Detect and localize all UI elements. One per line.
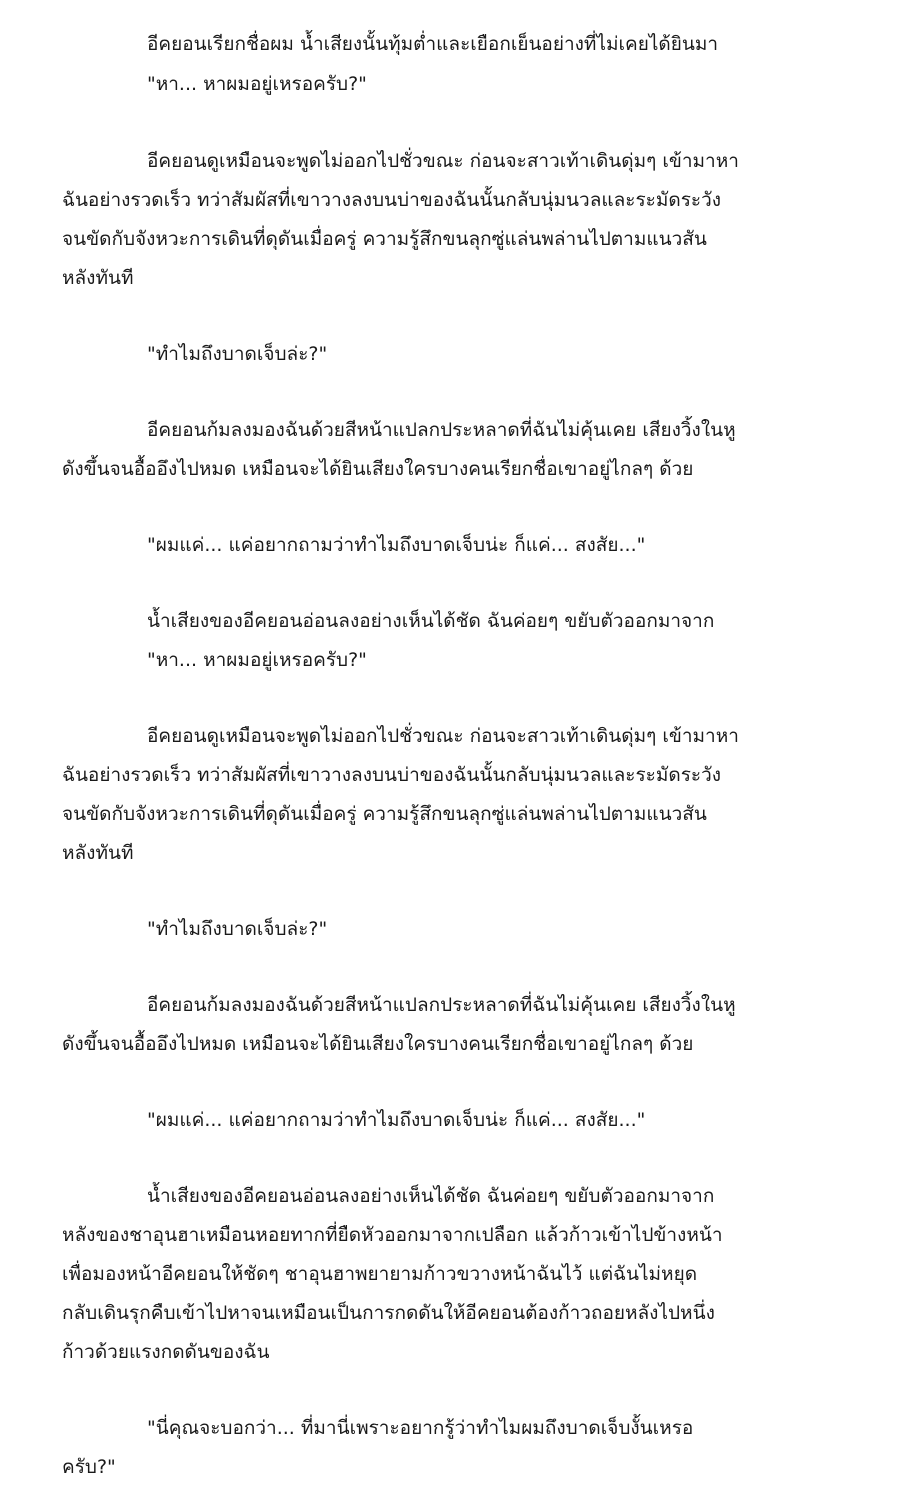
text-line: กลับเดินรุกคืบเข้าไปหาจนเหมือนเป็นการกดดันให้อีคยอนต้องก้าวถอยหลังไปหนึ่ง [62,1302,715,1324]
text-line: ดังขึ้นจนอื้ออึงไปหมด เหมือนจะได้ยินเสียงใครบางคนเรียกชื่อเขาอยู่ไกลๆ ด้วย [62,458,694,480]
text-line: น้ำเสียงของอีคยอนอ่อนลงอย่างเห็นได้ชัด ฉันค่อยๆ ขยับตัวออกมาจาก [147,1185,715,1207]
text-line: หลังทันที [62,842,134,864]
text-line: "หา... หาผมอยู่เหรอครับ?" [147,649,367,671]
text-line: อีคยอนดูเหมือนจะพูดไม่ออกไปชั่วขณะ ก่อนจะสาวเท้าเดินดุ่มๆ เข้ามาหา [147,150,739,172]
text-line: อีคยอนเรียกชื่อผม น้ำเสียงนั้นทุ้มต่ำและเยือกเย็นอย่างที่ไม่เคยได้ยินมา [147,33,719,55]
text-line: "นี่คุณจะบอกว่า... ที่มานี่เพราะอยากรู้ว่าทำไมผมถึงบาดเจ็บงั้นเหรอ [147,1417,694,1439]
text-line: ดังขึ้นจนอื้ออึงไปหมด เหมือนจะได้ยินเสียงใครบางคนเรียกชื่อเขาอยู่ไกลๆ ด้วย [62,1033,694,1055]
text-line: ฉันอย่างรวดเร็ว ทว่าสัมผัสที่เขาวางลงบนบ่าของฉันนั้นกลับนุ่มนวลและระมัดระวัง [62,764,722,786]
text-line: หลังของชาอุนฮาเหมือนหอยทากที่ยืดหัวออกมาจากเปลือก แล้วก้าวเข้าไปข้างหน้า [62,1224,723,1246]
text-line: ก้าวด้วยแรงกดดันของฉัน [62,1341,270,1363]
text-line: "ทำไมถึงบาดเจ็บล่ะ?" [147,918,328,940]
text-line: หลังทันที [62,267,134,289]
text-line: ครับ?" [62,1456,116,1478]
text-line: อีคยอนก้มลงมองฉันด้วยสีหน้าแปลกประหลาดที่ฉันไม่คุ้นเคย เสียงวิ้งในหู [147,419,736,441]
text-line: จนขัดกับจังหวะการเดินที่ดุดันเมื่อครู่ ความรู้สึกขนลุกซู่แล่นพล่านไปตามแนวสัน [62,803,707,825]
text-line: "หา... หาผมอยู่เหรอครับ?" [147,73,367,95]
text-line: จนขัดกับจังหวะการเดินที่ดุดันเมื่อครู่ ความรู้สึกขนลุกซู่แล่นพล่านไปตามแนวสัน [62,228,707,250]
text-line: เพื่อมองหน้าอีคยอนให้ชัดๆ ชาอุนฮาพยายามก้าวขวางหน้าฉันไว้ แต่ฉันไม่หยุด [62,1263,698,1285]
text-line: "ผมแค่... แค่อยากถามว่าทำไมถึงบาดเจ็บน่ะ ก็แค่... สงสัย..." [147,534,646,556]
text-line: น้ำเสียงของอีคยอนอ่อนลงอย่างเห็นได้ชัด ฉันค่อยๆ ขยับตัวออกมาจาก [147,610,715,632]
text-line: ฉันอย่างรวดเร็ว ทว่าสัมผัสที่เขาวางลงบนบ่าของฉันนั้นกลับนุ่มนวลและระมัดระวัง [62,189,722,211]
text-line: "ผมแค่... แค่อยากถามว่าทำไมถึงบาดเจ็บน่ะ ก็แค่... สงสัย..." [147,1109,646,1131]
text-line: "ทำไมถึงบาดเจ็บล่ะ?" [147,343,328,365]
text-line: อีคยอนดูเหมือนจะพูดไม่ออกไปชั่วขณะ ก่อนจะสาวเท้าเดินดุ่มๆ เข้ามาหา [147,725,739,747]
text-line: อีคยอนก้มลงมองฉันด้วยสีหน้าแปลกประหลาดที่ฉันไม่คุ้นเคย เสียงวิ้งในหู [147,994,736,1016]
